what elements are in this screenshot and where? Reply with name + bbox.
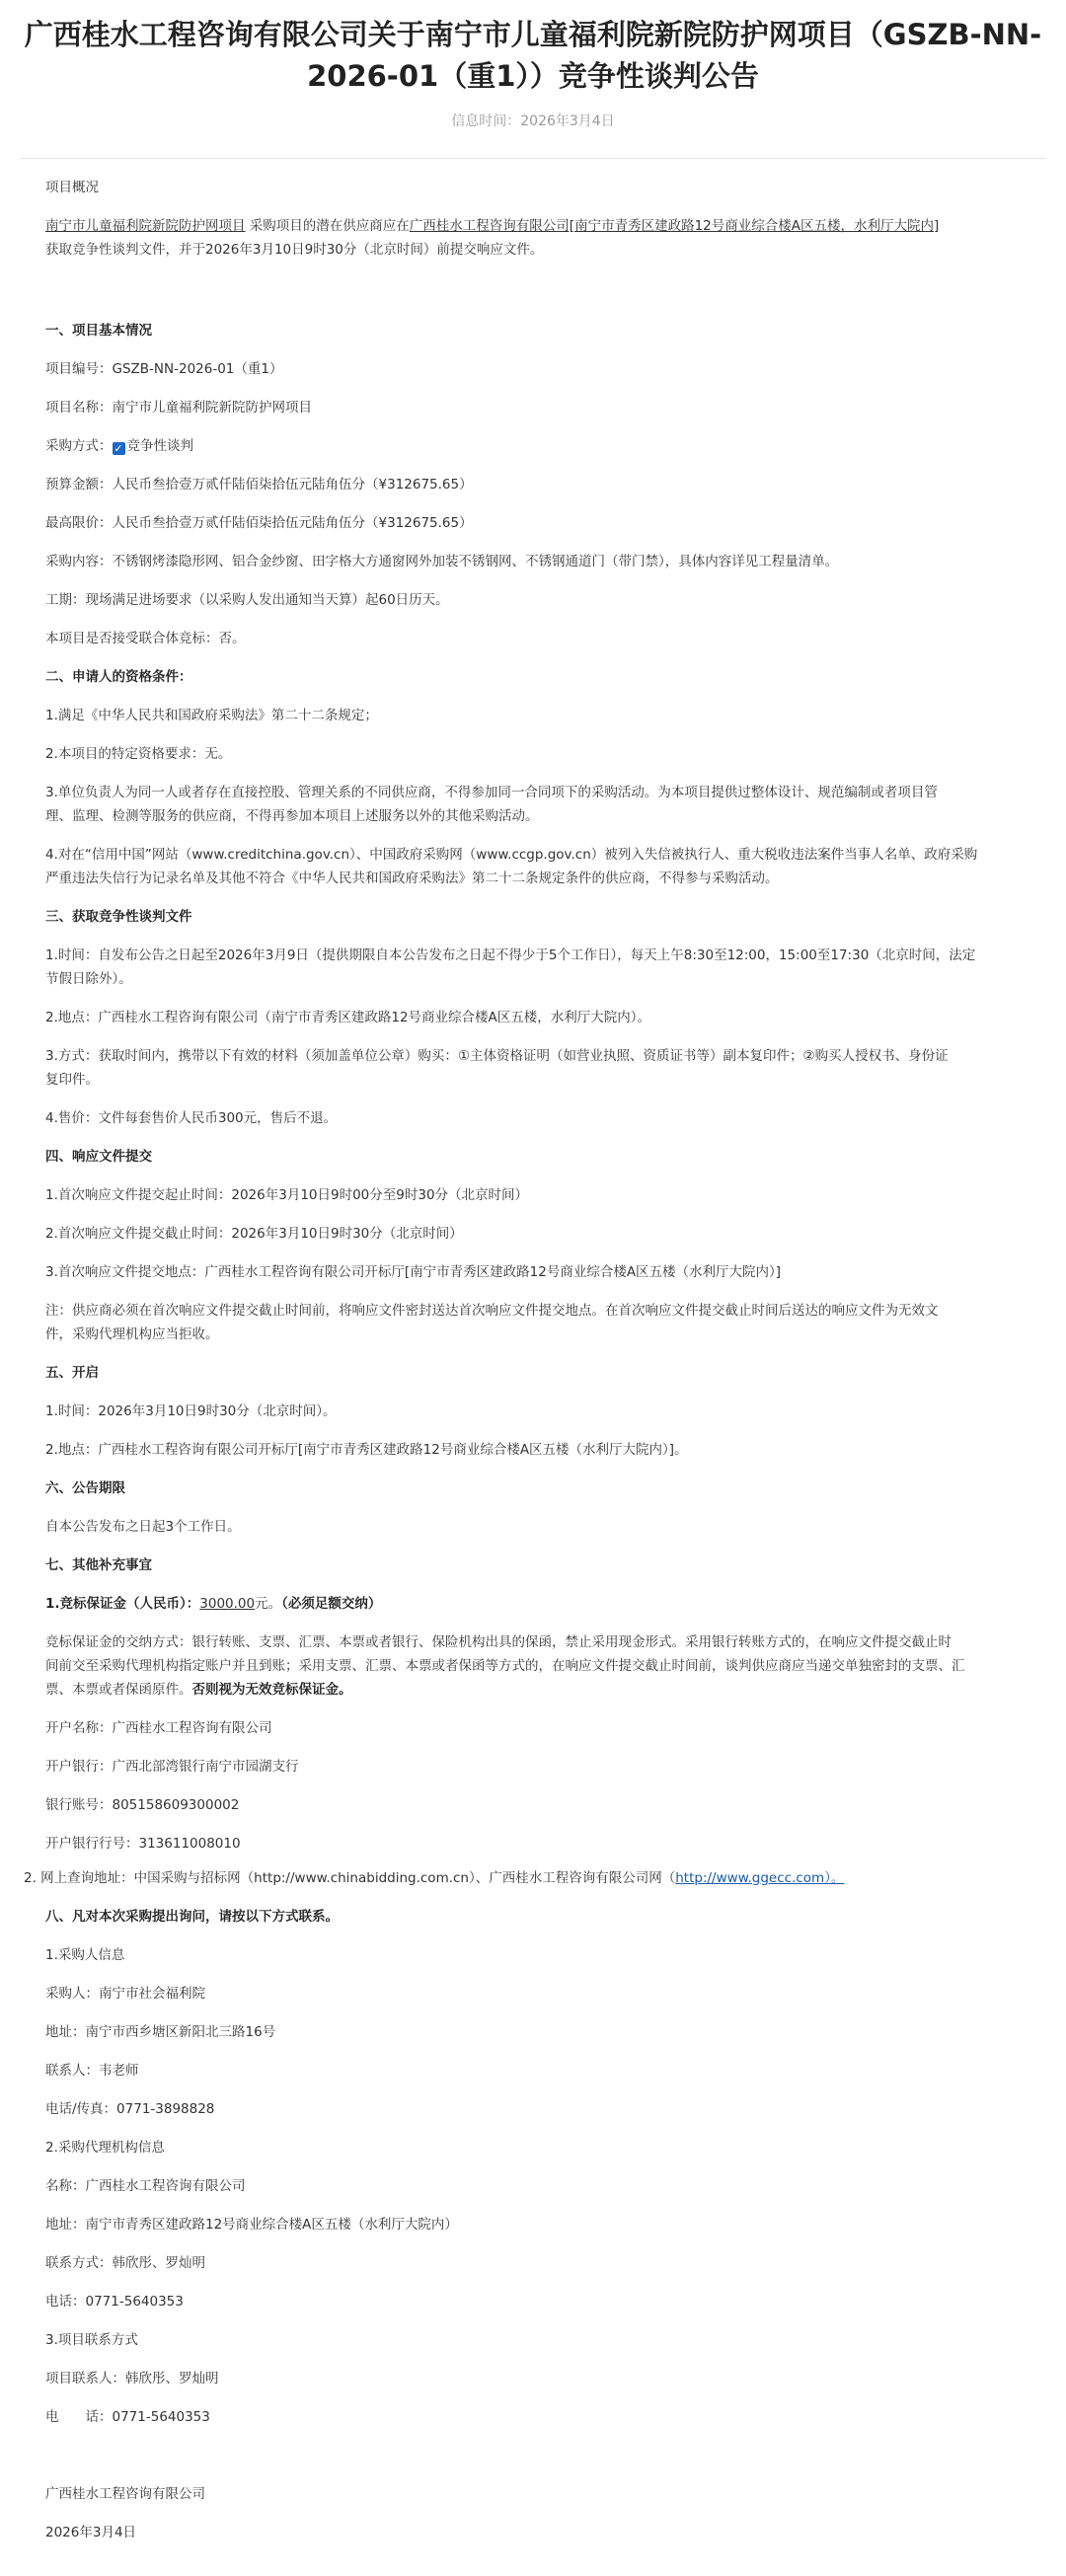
construction-period: 工期：现场满足进场要求（以采购人发出通知当天算）起60日历天。 <box>45 592 449 608</box>
obtain-time-line-1: 1.时间：自发布公告之日起至2026年3月9日（提供期限自本公告发布之日起不得少于5个工作日），每天上午8:30至12:00，15:00至17:30（北京时间，法定 <box>45 947 976 963</box>
account-number: 银行账号：805158609300002 <box>45 1797 240 1813</box>
title-line-2: 2026-01（重1））竞争性谈判公告 <box>307 59 759 93</box>
qualification-3-line-2: 理、监理、检测等服务的供应商，不得再参加本项目上述服务以外的其他采购活动。 <box>45 808 539 824</box>
purchaser-phone: 电话/传真：0771-3898828 <box>45 2101 215 2117</box>
announcement-period: 自本公告发布之日起3个工作日。 <box>45 1519 241 1535</box>
procurement-method-value: 竞争性谈判 <box>126 438 193 454</box>
overview-project-name: 南宁市儿童福利院新院防护网项目 <box>45 218 246 234</box>
project-name: 项目名称：南宁市儿童福利院新院防护网项目 <box>45 400 312 416</box>
online-query-text: 2. 网上查询地址：中国采购与招标网（http://www.chinabidding.com.cn）、广西桂水工程咨询有限公司网（ <box>24 1870 676 1886</box>
bond-amount: 3000.00 <box>199 1596 256 1612</box>
agency-address: 地址：南宁市青秀区建政路12号商业综合楼A区五楼（水利厅大院内） <box>45 2217 458 2233</box>
section-8-heading: 八、凡对本次采购提出询问，请按以下方式联系。 <box>45 1909 339 1925</box>
bond-label: 1.竞标保证金（人民币）： <box>45 1596 200 1612</box>
bank-code: 开户银行行号：313611008010 <box>45 1836 241 1852</box>
purchaser-address: 地址：南宁市西乡塘区新阳北三路16号 <box>45 2024 276 2040</box>
account-name: 开户名称：广西桂水工程咨询有限公司 <box>45 1720 272 1736</box>
overview-agency: 广西桂水工程咨询有限公司[南宁市青秀区建政路12号商业综合楼A区五楼，水利厅大院内] <box>409 218 940 234</box>
header-divider <box>20 158 1046 159</box>
procurement-content: 采购内容：不锈钢烤漆隐形网、铝合金纱窗、田字格大方通窗网外加装不锈钢网、不锈钢通道门（带门禁），具体内容详见工程量清单。 <box>45 554 839 569</box>
checkbox-checked-icon: ✓ <box>114 442 123 455</box>
qualification-1: 1.满足《中华人民共和国政府采购法》第二十二条规定； <box>45 708 378 723</box>
qualification-4-line-1: 4.对在“信用中国”网站（www.creditchina.gov.cn）、中国政府采购网（www.ccgp.gov.cn）被列入失信被执行人、重大税收违法案件当事人名单、政府采购 <box>45 847 978 863</box>
info-time: 信息时间：2026年3月4日 <box>451 114 615 129</box>
purchaser-info-title: 1.采购人信息 <box>45 1947 125 1963</box>
ggecc-website-link[interactable]: http://www.ggecc.com）。 <box>675 1870 845 1886</box>
project-contact-phone: 电 话：0771-5640353 <box>45 2409 210 2425</box>
opening-location: 2.地点：广西桂水工程咨询有限公司开标厅[南宁市青秀区建政路12号商业综合楼A区五楼（水利厅大院内）]。 <box>45 1442 688 1458</box>
bond-payment-line-3 <box>45 1678 1052 1702</box>
budget-amount: 预算金额：人民币叁拾壹万贰仟陆佰柒拾伍元陆角伍分（¥312675.65） <box>45 477 473 492</box>
project-contact-title: 3.项目联系方式 <box>45 2332 138 2348</box>
project-contact-person: 项目联系人：韩欣彤、罗灿明 <box>45 2371 219 2387</box>
submission-note-line-2: 件，采购代理机构应当拒收。 <box>45 1326 219 1342</box>
section-5-heading: 五、开启 <box>45 1365 99 1381</box>
purchaser-name: 采购人：南宁市社会福利院 <box>45 1986 205 2002</box>
obtain-method-line-2: 复印件。 <box>45 1072 99 1088</box>
section-7-heading: 七、其他补充事宜 <box>45 1557 152 1573</box>
overview-heading: 项目概况 <box>45 180 99 195</box>
submission-window: 1.首次响应文件提交起止时间：2026年3月10日9时00分至9时30分（北京时间） <box>45 1187 529 1203</box>
opening-time: 1.时间：2026年3月10日9时30分（北京时间）。 <box>45 1403 337 1419</box>
page-title <box>0 14 1066 97</box>
section-3-heading: 三、获取竞争性谈判文件 <box>45 909 192 925</box>
bond-payment-line-2: 间前交至采购代理机构指定账户并且到账；采用支票、汇票、本票或者保函等方式的，在响应文件提交截止时间前，谈判供应商应当递交单独密封的支票、汇 <box>45 1658 965 1674</box>
submission-deadline: 2.首次响应文件提交截止时间：2026年3月10日9时30分（北京时间） <box>45 1226 463 1242</box>
project-number: 项目编号：GSZB-NN-2026-01（重1） <box>45 361 283 377</box>
qualification-4-line-2: 严重违法失信行为记录名单及其他不符合《中华人民共和国政府采购法》第二十二条规定条件的供应商，不得参与采购活动。 <box>45 871 779 886</box>
obtain-method-line-1: 3.方式：获取时间内，携带以下有效的材料（须加盖单位公章）购买：①主体资格证明（如营业执照、资质证书等）副本复印件；②购买人授权书、身份证 <box>45 1048 949 1064</box>
section-4-heading: 四、响应文件提交 <box>45 1149 152 1165</box>
bond-line <box>45 1592 1052 1616</box>
section-1-heading: 一、项目基本情况 <box>45 323 152 339</box>
submission-location: 3.首次响应文件提交地点：广西桂水工程咨询有限公司开标厅[南宁市青秀区建政路12号商业综合楼A区五楼（水利厅大院内）] <box>45 1264 782 1280</box>
bond-payment-warning: 否则视为无效竞标保证金。 <box>191 1682 352 1698</box>
qualification-3-line-1: 3.单位负责人为同一人或者存在直接控股、管理关系的不同供应商，不得参加同一合同项下的采购活动。为本项目提供过整体设计、规范编制或者项目管 <box>45 785 938 800</box>
footer-company: 广西桂水工程咨询有限公司 <box>45 2486 205 2502</box>
agency-phone: 电话：0771-5640353 <box>45 2294 184 2310</box>
title-line-1: 广西桂水工程咨询有限公司关于南宁市儿童福利院新院防护网项目（GSZB-NN- <box>24 18 1042 51</box>
bond-payment-line-1: 竞标保证金的交纳方式：银行转账、支票、汇票、本票或者银行、保险机构出具的保函，禁止采用现金形式。采用银行转账方式的，在响应文件提交截止时 <box>45 1634 952 1650</box>
account-bank: 开户银行：广西北部湾银行南宁市园湖支行 <box>45 1759 299 1775</box>
submission-note-line-1: 注：供应商必须在首次响应文件提交截止时间前，将响应文件密封送达首次响应文件提交地点。在首次响应文件提交截止时间后送达的响应文件为无效文 <box>45 1303 939 1319</box>
purchaser-contact: 联系人：韦老师 <box>45 2063 139 2079</box>
bond-unit: 元。 <box>255 1596 282 1612</box>
agency-info-title: 2.采购代理机构信息 <box>45 2140 165 2156</box>
qualification-2: 2.本项目的特定资格要求：无。 <box>45 746 232 762</box>
bond-note: （必须足额交纳） <box>281 1596 382 1612</box>
procurement-method-label: 采购方式： <box>45 438 113 454</box>
max-price: 最高限价：人民币叁拾壹万贰仟陆佰柒拾伍元陆角伍分（¥312675.65） <box>45 515 473 531</box>
overview-line-2: 获取竞争性谈判文件，并于2026年3月10日9时30分（北京时间）前提交响应文件。 <box>45 242 544 258</box>
consortium-policy: 本项目是否接受联合体竞标：否。 <box>45 631 246 646</box>
overview-text: 采购项目的潜在供应商应在 <box>245 218 410 234</box>
overview-line-1 <box>45 214 1052 238</box>
section-6-heading: 六、公告期限 <box>45 1480 125 1496</box>
document-price: 4.售价：文件每套售价人民币300元，售后不退。 <box>45 1110 338 1126</box>
obtain-time-line-2: 节假日除外）。 <box>45 971 132 987</box>
obtain-location: 2.地点：广西桂水工程咨询有限公司（南宁市青秀区建政路12号商业综合楼A区五楼，水利厅大院内）。 <box>45 1010 651 1025</box>
footer-date: 2026年3月4日 <box>45 2525 137 2540</box>
section-2-heading: 二、申请人的资格条件： <box>45 669 192 685</box>
procurement-method <box>45 434 1052 458</box>
bond-payment-text: 票、本票或者保函原件。 <box>45 1682 192 1698</box>
agency-name: 名称：广西桂水工程咨询有限公司 <box>45 2178 246 2194</box>
online-query <box>24 1866 1030 1890</box>
agency-contact: 联系方式：韩欣彤、罗灿明 <box>45 2255 205 2271</box>
